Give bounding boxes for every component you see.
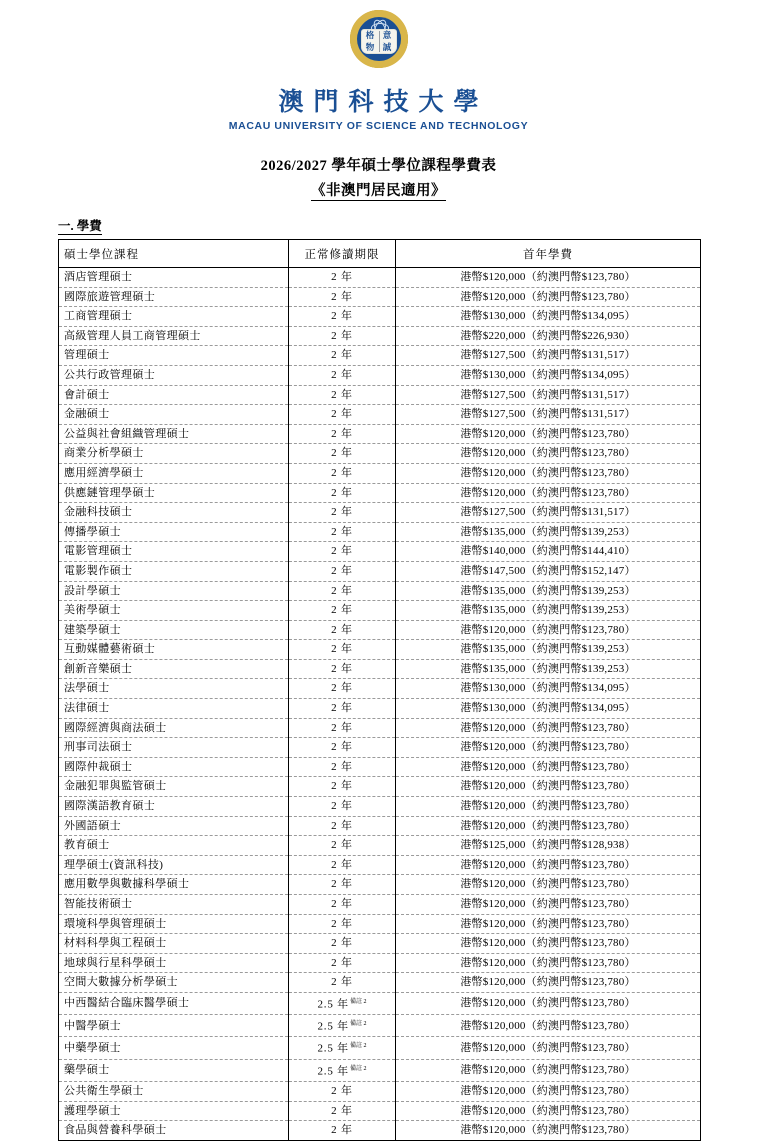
duration-value: 2 年 bbox=[331, 721, 353, 734]
cell-fee: 港幣$120,000（約澳門幣$123,780） bbox=[396, 914, 701, 934]
cell-duration bbox=[289, 718, 396, 738]
cell-duration bbox=[289, 659, 396, 679]
duration-value: 2 年 bbox=[331, 427, 353, 440]
cell-duration bbox=[289, 444, 396, 464]
section-heading-text: 一. 學費 bbox=[58, 219, 102, 233]
table-row bbox=[59, 1015, 701, 1037]
table-row bbox=[59, 503, 701, 523]
cell-fee: 港幣$120,000（約澳門幣$123,780） bbox=[396, 1015, 701, 1037]
cell-program: 供應鏈管理學碩士 bbox=[59, 483, 289, 503]
seal-motto-char-1: 格 bbox=[365, 30, 375, 41]
cell-duration bbox=[289, 503, 396, 523]
cell-program: 創新音樂碩士 bbox=[59, 659, 289, 679]
cell-fee: 港幣$125,000（約澳門幣$128,938） bbox=[396, 836, 701, 856]
cell-fee: 港幣$120,000（約澳門幣$123,780） bbox=[396, 1059, 701, 1081]
cell-fee: 港幣$130,000（約澳門幣$134,095） bbox=[396, 699, 701, 719]
table-row bbox=[59, 561, 701, 581]
table-row bbox=[59, 620, 701, 640]
cell-duration bbox=[289, 542, 396, 562]
cell-program: 地球與行星科學碩士 bbox=[59, 953, 289, 973]
duration-value: 2 年 bbox=[331, 623, 353, 636]
cell-program: 空間大數據分析學碩士 bbox=[59, 973, 289, 993]
cell-duration bbox=[289, 483, 396, 503]
cell-duration bbox=[289, 953, 396, 973]
cell-duration bbox=[289, 268, 396, 288]
cell-duration bbox=[289, 1101, 396, 1121]
table-row bbox=[59, 268, 701, 288]
cell-program: 刑事司法碩士 bbox=[59, 738, 289, 758]
cell-program: 金融科技碩士 bbox=[59, 503, 289, 523]
cell-program: 公益與社會組織管理碩士 bbox=[59, 424, 289, 444]
column-header-program: 碩士學位課程 bbox=[59, 240, 289, 268]
cell-duration bbox=[289, 640, 396, 660]
duration-note-marker: 備註 2 bbox=[349, 1065, 367, 1072]
duration-value: 2 年 bbox=[331, 643, 353, 656]
duration-value: 2 年 bbox=[331, 800, 353, 813]
table-row bbox=[59, 679, 701, 699]
cell-program: 會計碩士 bbox=[59, 385, 289, 405]
cell-program: 應用數學與數據科學碩士 bbox=[59, 875, 289, 895]
duration-value: 2 年 bbox=[331, 506, 353, 519]
cell-fee: 港幣$127,500（約澳門幣$131,517） bbox=[396, 405, 701, 425]
table-row bbox=[59, 522, 701, 542]
cell-fee: 港幣$120,000（約澳門幣$123,780） bbox=[396, 1101, 701, 1121]
table-row bbox=[59, 934, 701, 954]
table-row bbox=[59, 444, 701, 464]
cell-program: 法律碩士 bbox=[59, 699, 289, 719]
cell-duration bbox=[289, 463, 396, 483]
table-row bbox=[59, 365, 701, 385]
cell-fee: 港幣$135,000（約澳門幣$139,253） bbox=[396, 601, 701, 621]
section-heading-tuition bbox=[58, 216, 757, 234]
page-subtitle-text: 《非澳門居民適用》 bbox=[311, 183, 446, 199]
duration-value: 2 年 bbox=[331, 564, 353, 577]
duration-note-marker: 備註 2 bbox=[349, 998, 367, 1005]
cell-fee: 港幣$120,000（約澳門幣$123,780） bbox=[396, 444, 701, 464]
seal-motto bbox=[362, 30, 396, 53]
duration-value: 2 年 bbox=[331, 329, 353, 342]
cell-program: 金融犯罪與監管碩士 bbox=[59, 777, 289, 797]
duration-value: 2 年 bbox=[331, 408, 353, 421]
cell-duration bbox=[289, 601, 396, 621]
cell-fee: 港幣$120,000（約澳門幣$123,780） bbox=[396, 483, 701, 503]
table-row bbox=[59, 346, 701, 366]
cell-fee: 港幣$120,000（約澳門幣$123,780） bbox=[396, 895, 701, 915]
table-header-row bbox=[59, 240, 701, 268]
cell-duration bbox=[289, 679, 396, 699]
duration-value: 2 年 bbox=[331, 662, 353, 675]
page-subtitle bbox=[0, 179, 757, 200]
cell-fee: 港幣$127,500（約澳門幣$131,517） bbox=[396, 346, 701, 366]
cell-fee: 港幣$135,000（約澳門幣$139,253） bbox=[396, 640, 701, 660]
cell-program: 公共行政管理碩士 bbox=[59, 365, 289, 385]
table-body bbox=[59, 268, 701, 1141]
table-row bbox=[59, 659, 701, 679]
cell-fee: 港幣$120,000（約澳門幣$123,780） bbox=[396, 718, 701, 738]
duration-value: 2 年 bbox=[331, 898, 353, 910]
cell-program: 國際經濟與商法碩士 bbox=[59, 718, 289, 738]
table-row bbox=[59, 483, 701, 503]
cell-fee: 港幣$220,000（約澳門幣$226,930） bbox=[396, 326, 701, 346]
cell-program: 高級管理人員工商管理碩士 bbox=[59, 326, 289, 346]
table-row bbox=[59, 1037, 701, 1059]
table-row bbox=[59, 738, 701, 758]
table-row bbox=[59, 718, 701, 738]
seal-motto-char-4: 誠 bbox=[382, 41, 392, 52]
cell-fee: 港幣$120,000（約澳門幣$123,780） bbox=[396, 855, 701, 875]
cell-program: 藥學碩士 bbox=[59, 1059, 289, 1081]
cell-program: 理學碩士(資訊科技) bbox=[59, 855, 289, 875]
cell-duration bbox=[289, 1037, 396, 1059]
cell-fee: 港幣$120,000（約澳門幣$123,780） bbox=[396, 875, 701, 895]
cell-duration bbox=[289, 797, 396, 817]
cell-duration bbox=[289, 992, 396, 1014]
cell-duration bbox=[289, 914, 396, 934]
cell-fee: 港幣$130,000（約澳門幣$134,095） bbox=[396, 307, 701, 327]
duration-value: 2 年 bbox=[331, 349, 353, 362]
cell-program: 互動媒體藝術碩士 bbox=[59, 640, 289, 660]
cell-duration bbox=[289, 405, 396, 425]
cell-program: 外國語碩士 bbox=[59, 816, 289, 836]
cell-fee: 港幣$120,000（約澳門幣$123,780） bbox=[396, 973, 701, 993]
cell-duration bbox=[289, 365, 396, 385]
duration-value: 2 年 bbox=[331, 310, 353, 323]
table-row bbox=[59, 855, 701, 875]
table-row bbox=[59, 307, 701, 327]
cell-program: 酒店管理碩士 bbox=[59, 268, 289, 288]
cell-program: 國際漢語教育碩士 bbox=[59, 797, 289, 817]
table-row bbox=[59, 581, 701, 601]
cell-fee: 港幣$120,000（約澳門幣$123,780） bbox=[396, 797, 701, 817]
cell-program: 金融碩士 bbox=[59, 405, 289, 425]
cell-program: 應用經濟學碩士 bbox=[59, 463, 289, 483]
cell-fee: 港幣$130,000（約澳門幣$134,095） bbox=[396, 365, 701, 385]
table-row bbox=[59, 385, 701, 405]
cell-fee: 港幣$127,500（約澳門幣$131,517） bbox=[396, 385, 701, 405]
university-seal-icon bbox=[350, 10, 408, 68]
table-row bbox=[59, 895, 701, 915]
table-row bbox=[59, 875, 701, 895]
table-row bbox=[59, 1121, 701, 1141]
cell-program: 法學碩士 bbox=[59, 679, 289, 699]
duration-value: 2 年 bbox=[331, 545, 353, 558]
table-row bbox=[59, 1081, 701, 1101]
cell-duration bbox=[289, 307, 396, 327]
table-row bbox=[59, 992, 701, 1014]
cell-program: 商業分析學碩士 bbox=[59, 444, 289, 464]
duration-value: 2 年 bbox=[331, 1124, 353, 1137]
cell-program: 管理碩士 bbox=[59, 346, 289, 366]
duration-value: 2 年 bbox=[331, 388, 353, 401]
university-name-chinese: 澳門科技大學 bbox=[278, 89, 489, 116]
cell-duration bbox=[289, 934, 396, 954]
table-row bbox=[59, 287, 701, 307]
table-row bbox=[59, 1059, 701, 1081]
seal-motto-char-2: 意 bbox=[382, 30, 392, 41]
duration-value: 2 年 bbox=[331, 917, 353, 930]
duration-value: 2 年 bbox=[331, 956, 353, 969]
duration-value: 2.5 年 bbox=[317, 1065, 349, 1078]
duration-value: 2 年 bbox=[331, 702, 353, 715]
cell-fee: 港幣$135,000（約澳門幣$139,253） bbox=[396, 581, 701, 601]
cell-fee: 港幣$120,000（約澳門幣$123,780） bbox=[396, 424, 701, 444]
cell-fee: 港幣$120,000（約澳門幣$123,780） bbox=[396, 287, 701, 307]
cell-program: 環境科學與管理碩士 bbox=[59, 914, 289, 934]
duration-value: 2 年 bbox=[331, 1104, 353, 1117]
cell-fee: 港幣$140,000（約澳門幣$144,410） bbox=[396, 542, 701, 562]
table-row bbox=[59, 699, 701, 719]
cell-duration bbox=[289, 895, 396, 915]
duration-note-marker: 備註 2 bbox=[349, 1021, 367, 1028]
table-row bbox=[59, 973, 701, 993]
cell-duration bbox=[289, 1121, 396, 1141]
cell-program: 建築學碩士 bbox=[59, 620, 289, 640]
cell-program: 設計學碩士 bbox=[59, 581, 289, 601]
cell-program: 中醫學碩士 bbox=[59, 1015, 289, 1037]
cell-fee: 港幣$120,000（約澳門幣$123,780） bbox=[396, 953, 701, 973]
cell-duration bbox=[289, 1081, 396, 1101]
table-row bbox=[59, 640, 701, 660]
cell-duration bbox=[289, 875, 396, 895]
duration-value: 2.5 年 bbox=[317, 1020, 349, 1033]
cell-duration bbox=[289, 855, 396, 875]
table-row bbox=[59, 463, 701, 483]
cell-fee: 港幣$120,000（約澳門幣$123,780） bbox=[396, 757, 701, 777]
cell-duration bbox=[289, 424, 396, 444]
table-row bbox=[59, 836, 701, 856]
table-row bbox=[59, 542, 701, 562]
university-name-english: MACAU UNIVERSITY OF SCIENCE AND TECHNOLOGY bbox=[228, 120, 529, 132]
duration-value: 2 年 bbox=[331, 447, 353, 460]
cell-duration bbox=[289, 738, 396, 758]
table-row bbox=[59, 914, 701, 934]
duration-value: 2 年 bbox=[331, 819, 353, 832]
cell-fee: 港幣$135,000（約澳門幣$139,253） bbox=[396, 659, 701, 679]
cell-program: 教育碩士 bbox=[59, 836, 289, 856]
cell-program: 智能技術碩士 bbox=[59, 895, 289, 915]
cell-duration bbox=[289, 522, 396, 542]
cell-fee: 港幣$120,000（約澳門幣$123,780） bbox=[396, 1081, 701, 1101]
duration-value: 2 年 bbox=[331, 741, 353, 754]
document-header bbox=[0, 0, 757, 132]
tuition-table bbox=[58, 239, 701, 1141]
cell-program: 工商管理碩士 bbox=[59, 307, 289, 327]
cell-duration bbox=[289, 346, 396, 366]
cell-duration bbox=[289, 1059, 396, 1081]
cell-duration bbox=[289, 816, 396, 836]
table-row bbox=[59, 1101, 701, 1121]
duration-value: 2 年 bbox=[331, 976, 353, 989]
page-title: 2026/2027 學年碩士學位課程學費表 bbox=[260, 158, 497, 174]
duration-value: 2 年 bbox=[331, 937, 353, 950]
duration-value: 2 年 bbox=[331, 1084, 353, 1097]
cell-program: 食品與營養科學碩士 bbox=[59, 1121, 289, 1141]
cell-fee: 港幣$130,000（約澳門幣$134,095） bbox=[396, 679, 701, 699]
cell-program: 材料科學與工程碩士 bbox=[59, 934, 289, 954]
duration-value: 2 年 bbox=[331, 878, 353, 891]
cell-fee: 港幣$120,000（約澳門幣$123,780） bbox=[396, 738, 701, 758]
table-row bbox=[59, 405, 701, 425]
cell-program: 中西醫結合臨床醫學碩士 bbox=[59, 992, 289, 1014]
duration-value: 2.5 年 bbox=[317, 998, 349, 1011]
duration-value: 2 年 bbox=[331, 486, 353, 499]
cell-duration bbox=[289, 385, 396, 405]
cell-fee: 港幣$147,500（約澳門幣$152,147） bbox=[396, 561, 701, 581]
cell-fee: 港幣$120,000（約澳門幣$123,780） bbox=[396, 934, 701, 954]
cell-duration bbox=[289, 287, 396, 307]
duration-value: 2 年 bbox=[331, 780, 353, 793]
cell-program: 電影製作碩士 bbox=[59, 561, 289, 581]
cell-fee: 港幣$120,000（約澳門幣$123,780） bbox=[396, 992, 701, 1014]
cell-fee: 港幣$127,500（約澳門幣$131,517） bbox=[396, 503, 701, 523]
seal-inner-disc bbox=[357, 17, 401, 61]
cell-duration bbox=[289, 561, 396, 581]
cell-duration bbox=[289, 581, 396, 601]
column-header-duration: 正常修讀期限 bbox=[289, 240, 396, 268]
duration-value: 2 年 bbox=[331, 466, 353, 479]
duration-value: 2 年 bbox=[331, 682, 353, 695]
cell-fee: 港幣$120,000（約澳門幣$123,780） bbox=[396, 463, 701, 483]
duration-value: 2 年 bbox=[331, 368, 353, 381]
cell-fee: 港幣$120,000（約澳門幣$123,780） bbox=[396, 1037, 701, 1059]
cell-duration bbox=[289, 757, 396, 777]
seal-motto-char-3: 物 bbox=[365, 41, 375, 52]
cell-duration bbox=[289, 699, 396, 719]
cell-program: 電影管理碩士 bbox=[59, 542, 289, 562]
duration-value: 2 年 bbox=[331, 290, 353, 303]
table-row bbox=[59, 424, 701, 444]
duration-value: 2 年 bbox=[331, 858, 353, 871]
duration-value: 2 年 bbox=[331, 271, 353, 283]
cell-program: 美術學碩士 bbox=[59, 601, 289, 621]
duration-value: 2 年 bbox=[331, 584, 353, 597]
table-row bbox=[59, 816, 701, 836]
cell-duration bbox=[289, 973, 396, 993]
table-row bbox=[59, 953, 701, 973]
table-row bbox=[59, 797, 701, 817]
table-row bbox=[59, 757, 701, 777]
table-header bbox=[59, 240, 701, 268]
cell-fee: 港幣$120,000（約澳門幣$123,780） bbox=[396, 268, 701, 288]
cell-program: 傳播學碩士 bbox=[59, 522, 289, 542]
cell-duration bbox=[289, 836, 396, 856]
cell-program: 護理學碩士 bbox=[59, 1101, 289, 1121]
duration-value: 2.5 年 bbox=[317, 1043, 349, 1056]
cell-program: 國際旅遊管理碩士 bbox=[59, 287, 289, 307]
cell-program: 國際仲裁碩士 bbox=[59, 757, 289, 777]
cell-fee: 港幣$120,000（約澳門幣$123,780） bbox=[396, 620, 701, 640]
table-row bbox=[59, 777, 701, 797]
duration-value: 2 年 bbox=[331, 839, 353, 852]
duration-note-marker: 備註 2 bbox=[349, 1043, 367, 1050]
cell-duration bbox=[289, 777, 396, 797]
cell-program: 中藥學碩士 bbox=[59, 1037, 289, 1059]
cell-duration bbox=[289, 326, 396, 346]
cell-program: 公共衛生學碩士 bbox=[59, 1081, 289, 1101]
cell-duration bbox=[289, 1015, 396, 1037]
column-header-fee: 首年學費 bbox=[396, 240, 701, 268]
cell-duration bbox=[289, 620, 396, 640]
cell-fee: 港幣$135,000（約澳門幣$139,253） bbox=[396, 522, 701, 542]
table-row bbox=[59, 326, 701, 346]
table-row bbox=[59, 601, 701, 621]
cell-fee: 港幣$120,000（約澳門幣$123,780） bbox=[396, 1121, 701, 1141]
duration-value: 2 年 bbox=[331, 604, 353, 617]
duration-value: 2 年 bbox=[331, 525, 353, 538]
duration-value: 2 年 bbox=[331, 760, 353, 773]
cell-fee: 港幣$120,000（約澳門幣$123,780） bbox=[396, 816, 701, 836]
cell-fee: 港幣$120,000（約澳門幣$123,780） bbox=[396, 777, 701, 797]
